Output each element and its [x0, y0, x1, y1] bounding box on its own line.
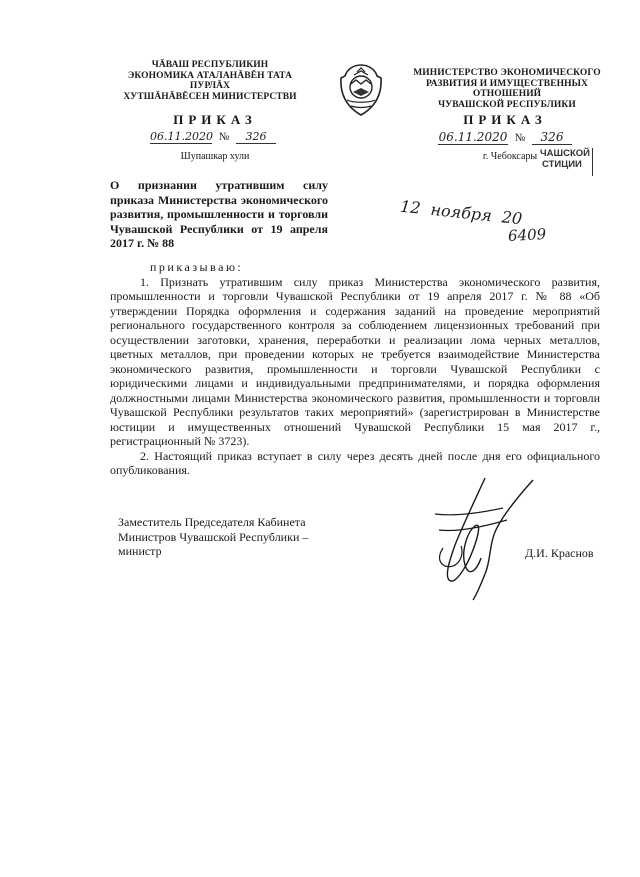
document-body — [110, 260, 600, 478]
handwritten-signature — [415, 470, 555, 605]
position-line-3: министр — [118, 544, 162, 558]
position-line-1: Заместитель Председателя Кабинета — [118, 515, 306, 529]
right-header-line-2: РАЗВИТИЯ И ИМУЩЕСТВЕННЫХ ОТНОШЕНИЙ — [425, 78, 588, 99]
right-number-handwritten: 326 — [532, 130, 572, 145]
left-prikaz-title: ПРИКАЗ — [173, 112, 257, 127]
stamp-line-2: СТИЦИИ — [542, 159, 582, 170]
left-header-line-1: ЧĂВАШ РЕСПУБЛИКИН — [151, 60, 269, 70]
body-paragraph-2: 2. Настоящий приказ вступает в силу через десять дней после дня его официального опубликования. — [110, 448, 600, 477]
signatory-name: Д.И. Краснов — [525, 546, 594, 560]
left-date-handwritten: 06.11.2020 — [150, 130, 213, 143]
registration-number-handwritten: 6409 — [507, 225, 547, 245]
signatory-position — [118, 515, 358, 559]
body-paragraph-1: 1. Признать утратившим силу приказ Министерства экономического развития, промышленности и торговли Чувашской Республики от 19 апреля 2017 г. № 88 «Об утверждении Порядка оформления и содержания заданий на проведение мероприятий регионального государственного контроля за соблюдением лицензионных требований при осуществлении заготовки, хранения, переработки и реализации лома черных металлов, цветных металлов, при проведении которых не требуется взаимодействие Министерства экономического развития, промышленности и торговли Чувашской Республики с юридическими лицами и индивидуальными предпринимателями, и порядка оформления должностными лицами Министерства экономического развития, промышленности и торговли Чувашской Республики результатов таких мероприятий» (зарегистрирован в Министерстве юстиции и имущественных отношений Чувашской Республики 15 мая 2017 г., регистрационный № 3723). — [110, 274, 600, 448]
stamp-line-1: ЧАШСКОЙ — [540, 148, 590, 159]
right-ministry-header — [412, 68, 602, 110]
left-number-sign: № — [218, 131, 230, 143]
right-prikaz-title: ПРИКАЗ — [463, 112, 547, 127]
left-ministry-header — [110, 60, 310, 102]
left-header-line-2: ЭКОНОМИКА АТАЛАНĂВĔН ТАТА ПУРЛĂХ — [127, 70, 293, 91]
left-place: Шупашкар хули — [180, 151, 250, 162]
coat-of-arms-icon — [337, 62, 385, 118]
registration-stamp — [530, 148, 593, 176]
position-line-2: Министров Чувашской Республики – — [118, 529, 309, 544]
registration-date-handwritten: 12 ноября 20 — [399, 196, 524, 229]
right-number-sign: № — [514, 132, 526, 144]
right-header-line-3: ЧУВАШСКОЙ РЕСПУБЛИКИ — [438, 99, 576, 110]
order-word: приказываю: — [150, 260, 244, 274]
document-subject: О признании утратившим силу приказа Министерства экономического развития, промышленности и торговли Чувашской Республики от 19 апреля 2017 г. № 88 — [110, 178, 328, 250]
right-date-handwritten: 06.11.2020 — [438, 130, 508, 144]
right-date-number-line — [425, 130, 585, 145]
left-number-handwritten: 326 — [236, 130, 276, 144]
right-place: г. Чебоксары — [482, 151, 538, 162]
left-header-line-3: ХУТШĂНĂВĔСЕН МИНИСТЕРСТВИ — [123, 91, 297, 102]
left-date-number-line — [138, 130, 288, 144]
right-header-line-1: МИНИСТЕРСТВО ЭКОНОМИЧЕСКОГО — [413, 68, 601, 78]
